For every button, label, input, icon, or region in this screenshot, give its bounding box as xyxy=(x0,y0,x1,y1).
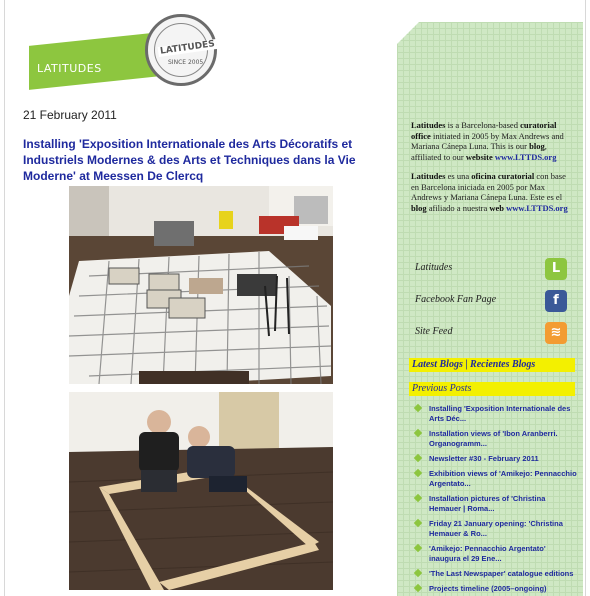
list-item[interactable] xyxy=(415,519,577,539)
post-link[interactable]: Projects timeline (2005–ongoing) xyxy=(429,584,547,593)
bullet-icon xyxy=(414,429,422,437)
about-text: con base en Barcelona iniciada en 2005 por Max Andrews y Mariana Cánepa Luna. Este es el xyxy=(411,171,566,202)
previous-posts-list xyxy=(415,404,577,596)
logo-stamp xyxy=(145,14,217,86)
bullet-icon xyxy=(414,544,422,552)
stamp-word: LATITUDES xyxy=(159,39,216,57)
latest-blogs-heading: Latest Blogs | Recientes Blogs xyxy=(409,358,575,372)
nav-facebook[interactable] xyxy=(409,288,571,314)
sidebar-corner xyxy=(397,22,419,44)
photo-floor-drawing xyxy=(69,186,333,384)
nav-label: Facebook Fan Page xyxy=(415,294,497,305)
post-photo-installation-floor[interactable] xyxy=(69,186,333,384)
about-website: website xyxy=(465,151,493,162)
nav-latitudes[interactable] xyxy=(409,256,571,282)
post-photo-assembling-frame[interactable] xyxy=(69,392,333,590)
list-item[interactable] xyxy=(415,454,577,464)
about-text: initiated in 2005 by Max Andrews and Mariana Cánepa Luna. This is our xyxy=(411,130,564,151)
post-link[interactable]: Installing 'Exposition Internationale des Arts Déc... xyxy=(429,404,571,423)
list-item[interactable] xyxy=(415,494,577,514)
latitudes-icon: L xyxy=(545,258,567,280)
about-office: oficina curatorial xyxy=(471,171,535,181)
about-box xyxy=(411,120,571,222)
post-title[interactable]: Installing 'Exposition Internationale des Arts Décoratifs et Industriels Modernes & des Arts et Techniques dans la Vie Moderne' at Meessen De Clercq xyxy=(23,137,356,183)
rss-icon: ≋ xyxy=(545,322,567,344)
sidebar xyxy=(397,22,583,596)
page-frame xyxy=(4,0,586,596)
bullet-icon xyxy=(414,519,422,527)
about-text: es una xyxy=(445,171,472,181)
bullet-icon xyxy=(414,469,422,477)
about-website: web xyxy=(489,202,505,213)
about-english xyxy=(411,120,571,162)
about-name: Latitudes xyxy=(411,120,446,130)
about-text: , affiliated to our xyxy=(411,141,547,162)
facebook-icon: f xyxy=(545,290,567,312)
bullet-icon xyxy=(414,569,422,577)
post-link[interactable]: Installation pictures of 'Christina Hemauer | Roma... xyxy=(429,494,546,513)
post-link[interactable]: Installation views of 'Ibon Aranberri. Organogramm... xyxy=(429,429,558,448)
post-link[interactable]: Newsletter #30 - February 2011 xyxy=(429,454,539,463)
about-office: curatorial office xyxy=(411,120,557,141)
site-logo[interactable] xyxy=(25,12,225,82)
about-blog: blog xyxy=(529,141,545,151)
about-url-link[interactable]: www.LTTDS.org xyxy=(494,151,557,162)
post-link[interactable]: Exhibition views of 'Amikejo: Pennacchio Argentato... xyxy=(429,469,577,488)
about-name: Latitudes xyxy=(411,171,446,181)
list-item[interactable] xyxy=(415,469,577,489)
nav-label: Latitudes xyxy=(415,262,453,273)
about-text: is a Barcelona-based xyxy=(445,120,521,130)
about-spanish xyxy=(411,171,571,213)
nav-label: Site Feed xyxy=(415,326,453,337)
nav-site-feed[interactable] xyxy=(409,320,571,346)
photo-frame-drawing xyxy=(69,392,333,590)
stamp-year: SINCE 2005 xyxy=(168,59,204,66)
about-blog: blog xyxy=(411,202,427,213)
bullet-icon xyxy=(414,494,422,502)
list-item[interactable] xyxy=(415,544,577,564)
list-item[interactable] xyxy=(415,569,577,579)
about-url-link[interactable]: www.LTTDS.org xyxy=(506,202,568,213)
logo-text: LATITUDES xyxy=(37,62,102,75)
bullet-icon xyxy=(414,404,422,412)
list-item[interactable] xyxy=(415,429,577,449)
list-item[interactable] xyxy=(415,584,577,594)
post-link[interactable]: 'The Last Newspaper' catalogue editions xyxy=(429,569,574,578)
post-link[interactable]: 'Amikejo: Pennacchio Argentato' inaugura el 29 Ene... xyxy=(429,544,546,563)
post-link[interactable]: Friday 21 January opening: 'Christina Hemauer & Ro... xyxy=(429,519,563,538)
bullet-icon xyxy=(414,584,422,592)
post-date: 21 February 2011 xyxy=(23,108,117,122)
about-text: afiliado a nuestra xyxy=(426,202,490,213)
bullet-icon xyxy=(414,454,422,462)
list-item[interactable] xyxy=(415,404,577,424)
previous-posts-heading: Previous Posts xyxy=(409,382,575,396)
